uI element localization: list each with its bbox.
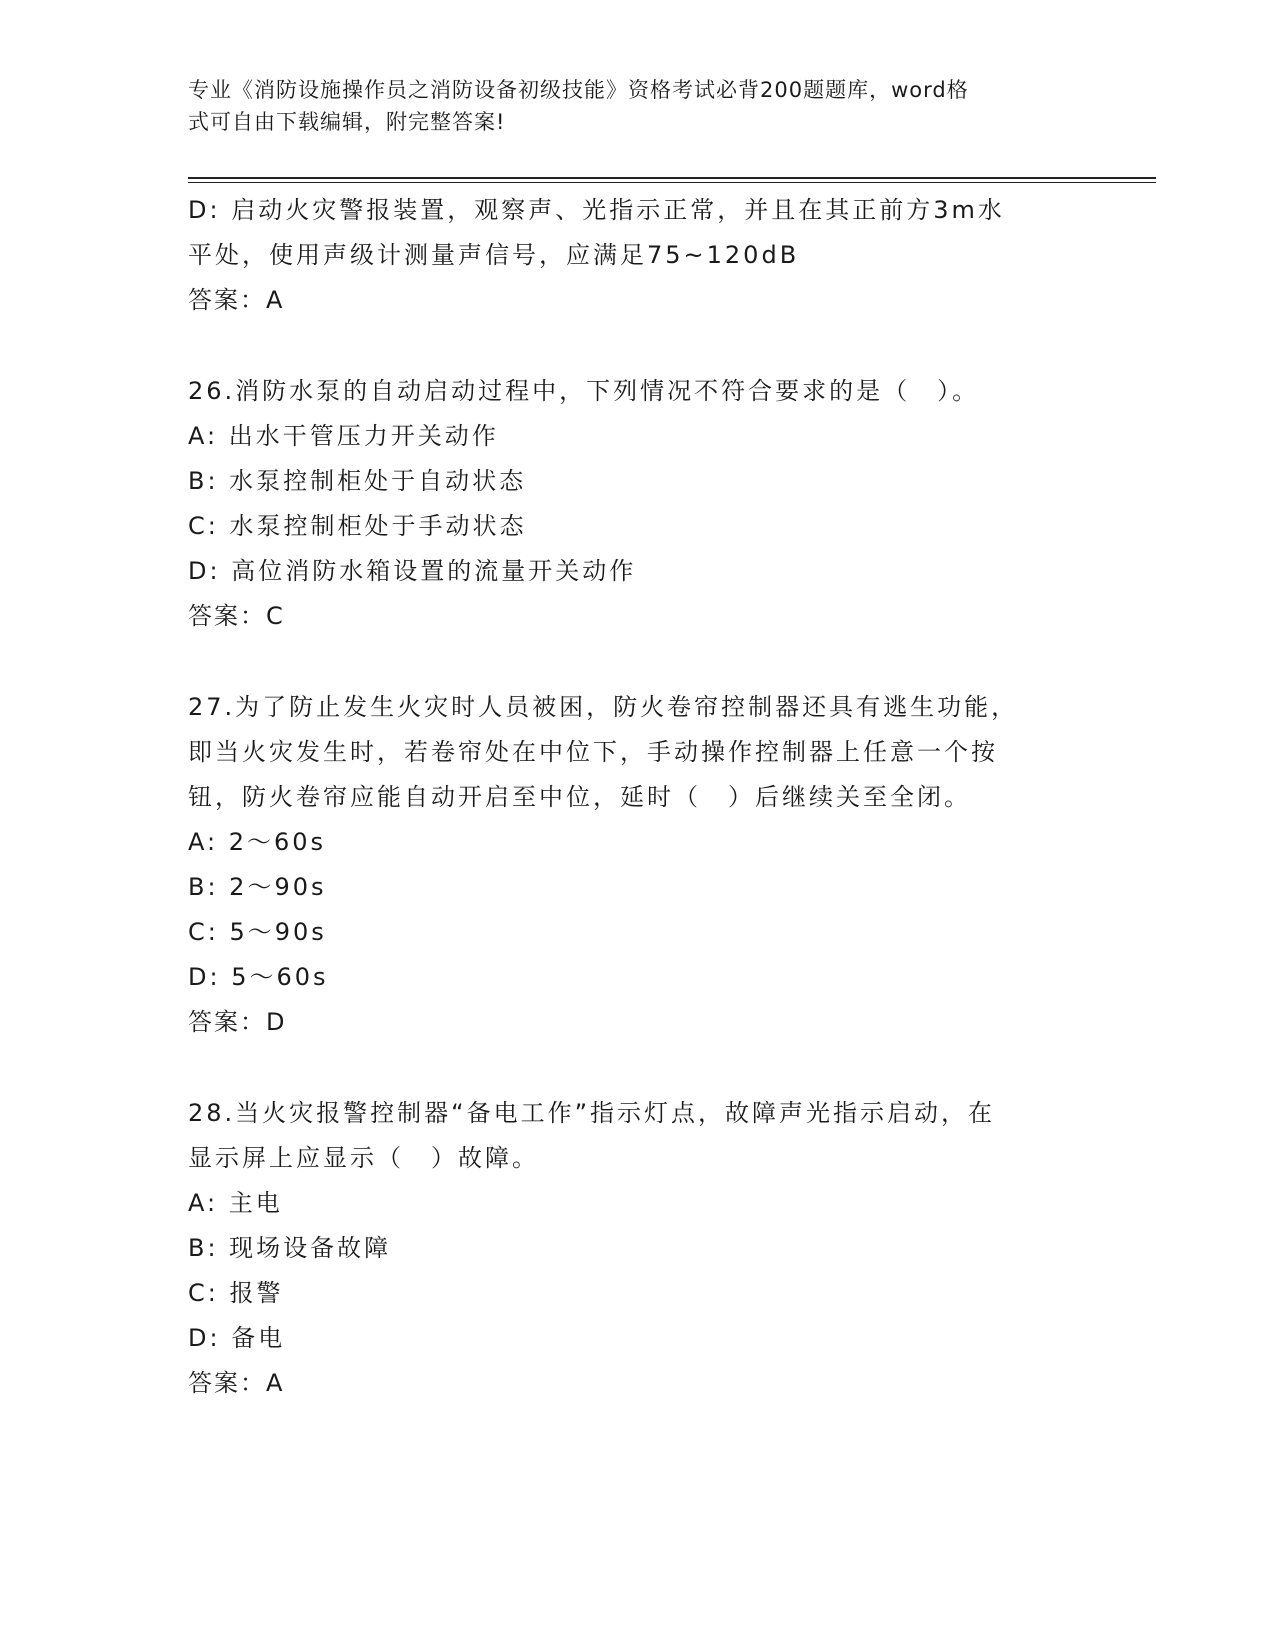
- header-line-2: 式可自由下载编辑，附完整答案!: [188, 110, 506, 134]
- answer-line: 答案：C: [188, 602, 285, 630]
- question-text-line-2: 即当火灾发生时，若卷帘处在中位下，手动操作控制器上任意一个按: [188, 738, 998, 766]
- question-text-line-1: 27.为了防止发生火灾时人员被困，防火卷帘控制器还具有逃生功能，: [188, 693, 1019, 721]
- question-text: 26.消防水泵的自动启动过程中，下列情况不符合要求的是（ ）。: [188, 377, 980, 405]
- header-divider-thin: [188, 182, 1156, 183]
- option-a: A: 2～60s: [188, 828, 327, 856]
- option-b: B: 2～90s: [188, 873, 327, 901]
- option-d-line-1: D: 启动火灾警报装置，观察声、光指示正常，并且在其正前方3m水: [188, 196, 1005, 224]
- spacer: [188, 323, 1088, 369]
- question-text-line-3: 钮，防火卷帘应能自动开启至中位，延时（ ）后继续关至全闭。: [188, 783, 971, 811]
- header-line-1: 专业《消防设施操作员之消防设备初级技能》资格考试必背200题题库，word格: [188, 78, 969, 102]
- header-divider-thick: [188, 177, 1156, 179]
- page-header: [188, 74, 1068, 138]
- answer-line: 答案：A: [188, 286, 285, 314]
- answer-line: 答案：D: [188, 1008, 287, 1036]
- option-a: A: 出水干管压力开关动作: [188, 422, 499, 450]
- option-d: D: 备电: [188, 1324, 286, 1352]
- question-text-line-2: 显示屏上应显示（ ）故障。: [188, 1144, 539, 1172]
- answer-line: 答案：A: [188, 1369, 285, 1397]
- option-c: C: 水泵控制柜处于手动状态: [188, 512, 527, 540]
- option-c: C: 报警: [188, 1279, 284, 1307]
- spacer: [188, 1045, 1088, 1091]
- option-b: B: 水泵控制柜处于自动状态: [188, 467, 527, 495]
- option-a: A: 主电: [188, 1189, 283, 1217]
- option-b: B: 现场设备故障: [188, 1234, 392, 1262]
- option-c: C: 5～90s: [188, 918, 327, 946]
- option-d: D: 高位消防水箱设置的流量开关动作: [188, 557, 637, 585]
- question-content: [188, 188, 1088, 1406]
- carryover-block: [188, 188, 1088, 323]
- spacer: [188, 639, 1088, 685]
- option-d-line-2: 平处，使用声级计测量声信号，应满足75~120dB: [188, 241, 800, 269]
- question-27: [188, 685, 1088, 1045]
- question-28: [188, 1091, 1088, 1406]
- question-text-line-1: 28.当火灾报警控制器“备电工作”指示灯点，故障声光指示启动，在: [188, 1099, 996, 1127]
- option-d: D: 5～60s: [188, 963, 329, 991]
- question-26: [188, 369, 1088, 639]
